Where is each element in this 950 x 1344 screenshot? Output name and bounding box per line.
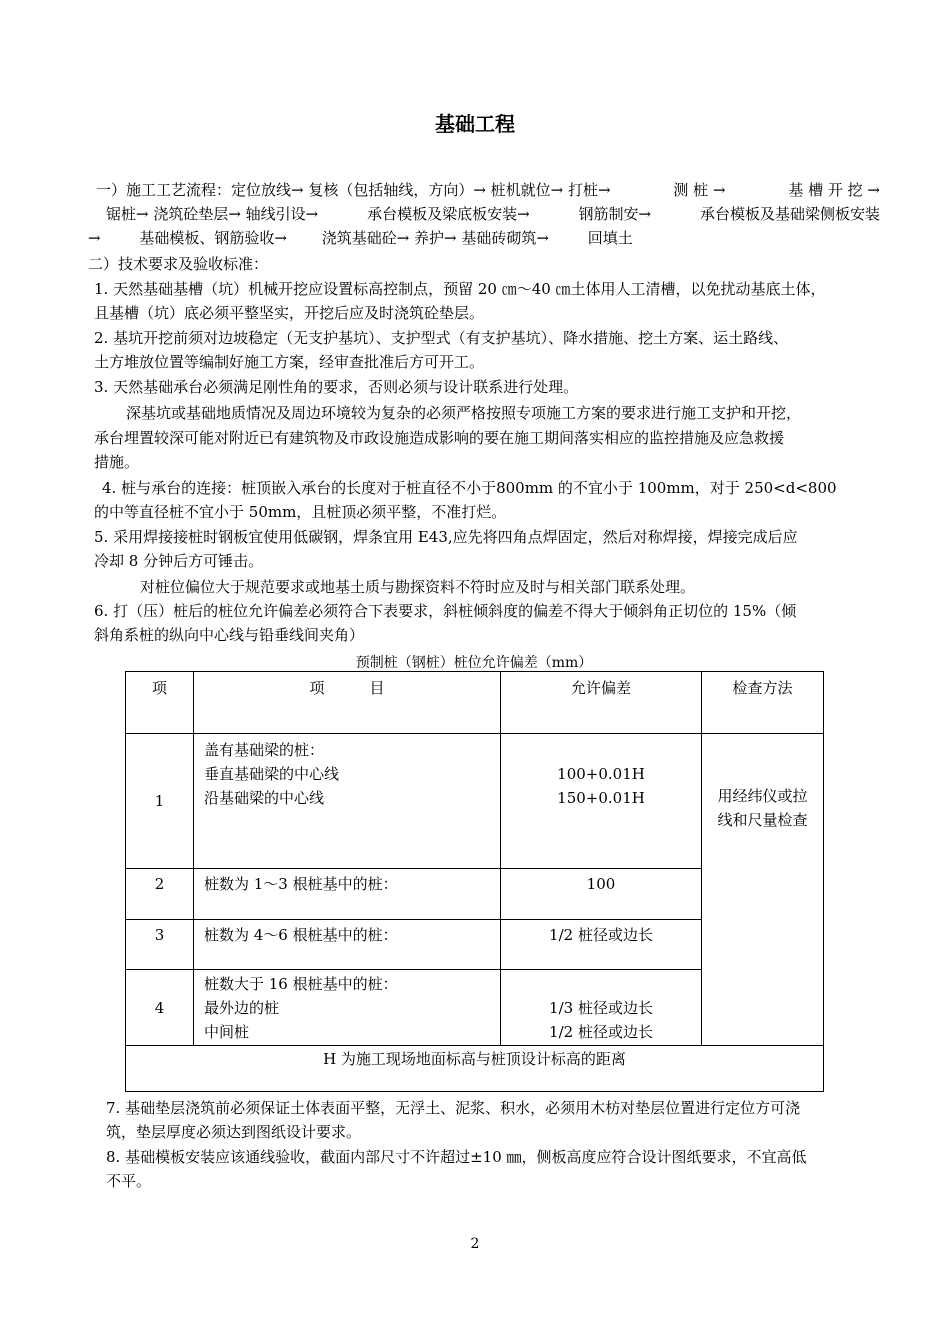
item-1: 1. 天然基础基槽（坑）机械开挖应设置标高控制点，预留 20 ㎝～40 ㎝土体用人工清槽，以免扰动基底土体， (94, 280, 826, 298)
row-tolerance: 100 (501, 869, 702, 920)
item-4: 4. 桩与承台的连接：桩顶嵌入承台的长度对于桩直径不小于800mm 的不宜小于 100mm，对于 250<d<800 (102, 479, 837, 497)
table-note: H 为施工现场地面标高与桩顶设计标高的距离 (126, 1046, 824, 1092)
inspection-method: 用经纬仪或拉 线和尺量检查 (702, 734, 824, 1046)
row-tolerance: 1/3 桩径或边长 1/2 桩径或边长 (501, 970, 702, 1046)
item-2: 2. 基坑开挖前须对边坡稳定（无支护基坑）、支护型式（有支护基坑）、降水措施、挖土方案、运土路线、 (94, 329, 789, 347)
item-2-cont: 土方堆放位置等编制好施工方案，经审查批准后方可开工。 (94, 353, 485, 371)
process-line-1: 一）施工工艺流程：定位放线→ 复核（包括轴线，方向）→ 桩机就位→ 打桩→ 测 桩 → 基 槽 开 挖 → (96, 181, 880, 199)
page-number: 2 (470, 1236, 480, 1252)
table-row (126, 734, 824, 869)
paragraph-2: 对桩位偏位大于规范要求或地基土质与勘探资料不符时应及时与相关部门联系处理。 (140, 578, 696, 596)
page-title: 基础工程 (435, 112, 515, 136)
row-item: 桩数为 1～3 根桩基中的桩： (194, 869, 501, 920)
item-8: 8. 基础模板安装应该通线验收，截面内部尺寸不许超过±10 ㎜，侧板高度应符合设计图纸要求，不宜高低 (106, 1148, 807, 1166)
item-6: 6. 打（压）桩后的桩位允许偏差必须符合下表要求，斜桩倾斜度的偏差不得大于倾斜角正切位的 15%（倾 (94, 602, 797, 620)
item-3: 3. 天然基础承台必须满足刚性角的要求，否则必须与设计联系进行处理。 (94, 378, 579, 396)
item-7: 7. 基础垫层浇筑前必须保证土体表面平整，无浮土、泥浆、积水，必须用木枋对垫层位置进行定位方可浇 (106, 1099, 801, 1117)
process-line-2: 锯桩→ 浇筑砼垫层→ 轴线引设→ 承台模板及梁底板安装→ 钢筋制安→ 承台模板及基础梁侧板安装 (106, 205, 880, 223)
item-6-cont: 斜角系桩的纵向中心线与铅垂线间夹角） (94, 626, 365, 644)
paragraph-1: 深基坑或基础地质情况及周边环境较为复杂的必须严格按照专项施工方案的要求进行施工支护和开挖， (126, 404, 802, 422)
table-caption: 预制桩（钢桩）桩位允许偏差（mm） (355, 655, 593, 671)
row-item: 桩数为 4～6 根桩基中的桩： (194, 920, 501, 970)
item-5-cont: 冷却 8 分钟后方可锤击。 (94, 552, 264, 570)
row-item: 盖有基础梁的桩： 垂直基础梁的中心线 沿基础梁的中心线 (194, 734, 501, 869)
paragraph-1-end: 措施。 (94, 453, 140, 471)
header-method: 检查方法 (702, 672, 824, 734)
header-item: 项 目 (194, 672, 501, 734)
item-5: 5. 采用焊接接桩时钢板宜使用低碳钢，焊条宜用 E43,应先将四角点焊固定，然后对称焊接，焊接完成后应 (94, 528, 798, 546)
row-tolerance: 1/2 桩径或边长 (501, 920, 702, 970)
row-no: 4 (126, 970, 194, 1046)
section-heading: 二）技术要求及验收标准： (88, 255, 269, 273)
header-no: 项 (126, 672, 194, 734)
item-1-cont: 且基槽（坑）底必须平整坚实，开挖后应及时浇筑砼垫层。 (94, 304, 485, 322)
row-item: 桩数大于 16 根桩基中的桩： 最外边的桩 中间桩 (194, 970, 501, 1046)
table-header-row (126, 672, 824, 734)
item-4-cont: 的中等直径桩不宜小于 50mm，且桩顶必须平整，不准打烂。 (94, 503, 507, 521)
paragraph-1-cont: 承台埋置较深可能对附近已有建筑物及市政设施造成影响的要在施工期间落实相应的监控措施及应急救援 (94, 429, 785, 447)
row-tolerance: 100+0.01H 150+0.01H (501, 734, 702, 869)
row-no: 1 (126, 734, 194, 869)
table-note-row (126, 1046, 824, 1092)
header-tolerance: 允许偏差 (501, 672, 702, 734)
process-line-3: → 基础模板、钢筋验收→ 浇筑基础砼→ 养护→ 基础砖砌筑→ 回填土 (88, 229, 633, 247)
pile-deviation-table (125, 671, 824, 1092)
row-no: 3 (126, 920, 194, 970)
item-8-cont: 不平。 (106, 1172, 152, 1190)
row-no: 2 (126, 869, 194, 920)
item-7-cont: 筑，垫层厚度必须达到图纸设计要求。 (106, 1123, 362, 1141)
